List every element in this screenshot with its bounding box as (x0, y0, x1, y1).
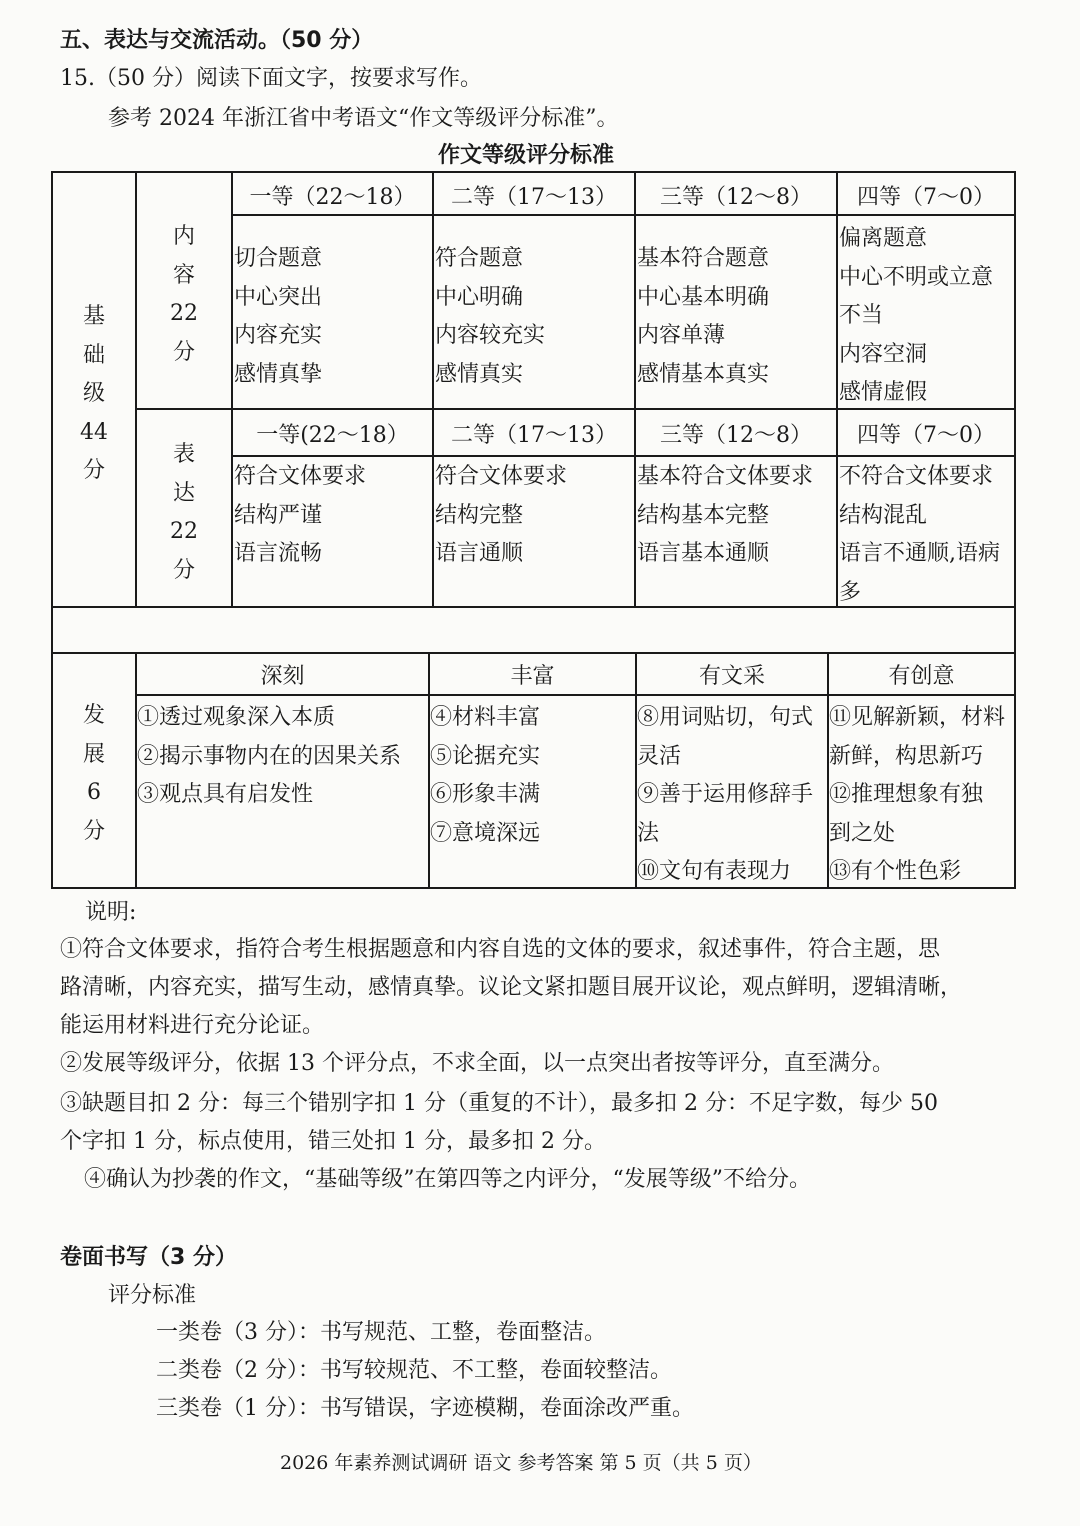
note-line: 能运用材料进行充分论证。 (60, 1013, 325, 1038)
note-line: ③缺题目扣 2 分：每三个错别字扣 1 分（重复的不计），最多扣 2 分：不足字数，每少 50 (60, 1091, 938, 1116)
handwriting-item: 二类卷（2 分）：书写较规范、不工整，卷面较整洁。 (156, 1358, 672, 1383)
handwriting-item: 三类卷（1 分）：书写错误，字迹模糊，卷面涂改严重。 (156, 1396, 694, 1421)
table-title: 作文等级评分标准 (438, 143, 615, 168)
expression-label: 表 达 22 分 (170, 442, 198, 583)
content-label: 内 容 22 分 (170, 224, 198, 365)
expression-cell-4: 不符合文体要求 结构混乱 语言不通顺,语病 多 (839, 464, 1000, 605)
content-cell-2: 符合题意 中心明确 内容较充实 感情真实 (435, 246, 546, 387)
content-header-1: 一等（22～18） (249, 185, 416, 210)
development-header-4: 有创意 (888, 664, 955, 689)
note-line: 个字扣 1 分，标点使用，错三处扣 1 分，最多扣 2 分。 (60, 1129, 606, 1154)
handwriting-title: 卷面书写（3 分） (60, 1245, 237, 1270)
section-title: 五、表达与交流活动。（50 分） (60, 28, 374, 53)
expression-header-3: 三等（12～8） (660, 423, 812, 448)
content-header-2: 二等（17～13） (451, 185, 617, 210)
expression-cell-3: 基本符合文体要求 结构基本完整 语言基本通顺 (637, 464, 814, 566)
development-header-3: 有文采 (698, 664, 765, 689)
development-header-2: 丰富 (510, 664, 555, 689)
development-label: 发 展 6 分 (82, 703, 105, 844)
reference-line: 参考 2024 年浙江省中考语文“作文等级评分标准”。 (108, 106, 619, 131)
question-line: 15.（50 分）阅读下面文字，按要求写作。 (60, 66, 482, 91)
page-footer: 2026 年素养测试调研 语文 参考答案 第 5 页（共 5 页） (280, 1452, 762, 1474)
development-cell-1: ①透过观象深入本质 ②揭示事物内在的因果关系 ③观点具有启发性 (137, 705, 402, 807)
note-line: ①符合文体要求，指符合考生根据题意和内容自选的文体的要求，叙述事件，符合主题，思 (60, 937, 941, 962)
expression-cell-1: 符合文体要求 结构严谨 语言流畅 (234, 464, 367, 566)
development-cell-3: ⑧用词贴切，句式 灵活 ⑨善于运用修辞手 法 ⑩文句有表现力 (637, 705, 814, 884)
content-cell-3: 基本符合题意 中心基本明确 内容单薄 感情基本真实 (637, 246, 770, 387)
development-header-1: 深刻 (260, 664, 305, 689)
development-cell-4: ⑪见解新颖，材料 新鲜，构思新巧 ⑫推理想象有独 到之处 ⑬有个性色彩 (829, 705, 1006, 884)
handwriting-item: 一类卷（3 分）：书写规范、工整，卷面整洁。 (156, 1320, 606, 1345)
note-line: 路清晰，内容充实，描写生动，感情真挚。议论文紧扣题目展开议论，观点鲜明，逻辑清晰， (60, 975, 963, 1000)
basic-level-label: 基 础 级 44 分 (80, 304, 108, 483)
expression-header-2: 二等（17～13） (451, 423, 617, 448)
development-cell-2: ④材料丰富 ⑤论据充实 ⑥形象丰满 ⑦意境深远 (430, 705, 541, 846)
handwriting-subtitle: 评分标准 (108, 1283, 197, 1308)
expression-header-1: 一等(22～18） (256, 423, 409, 448)
notes-heading: 说明: (85, 900, 137, 925)
content-header-3: 三等（12～8） (660, 185, 812, 210)
content-cell-4: 偏离题意 中心不明或立意 不当 内容空洞 感情虚假 (839, 226, 994, 405)
note-line: ②发展等级评分，依据 13 个评分点，不求全面，以一点突出者按等评分，直至满分。 (60, 1051, 894, 1076)
expression-header-4: 四等（7～0） (857, 423, 995, 448)
expression-cell-2: 符合文体要求 结构完整 语言通顺 (435, 464, 568, 566)
content-cell-1: 切合题意 中心突出 内容充实 感情真挚 (234, 246, 323, 387)
content-header-4: 四等（7～0） (857, 185, 995, 210)
note-line: ④确认为抄袭的作文，“基础等级”在第四等之内评分，“发展等级”不给分。 (84, 1167, 811, 1192)
